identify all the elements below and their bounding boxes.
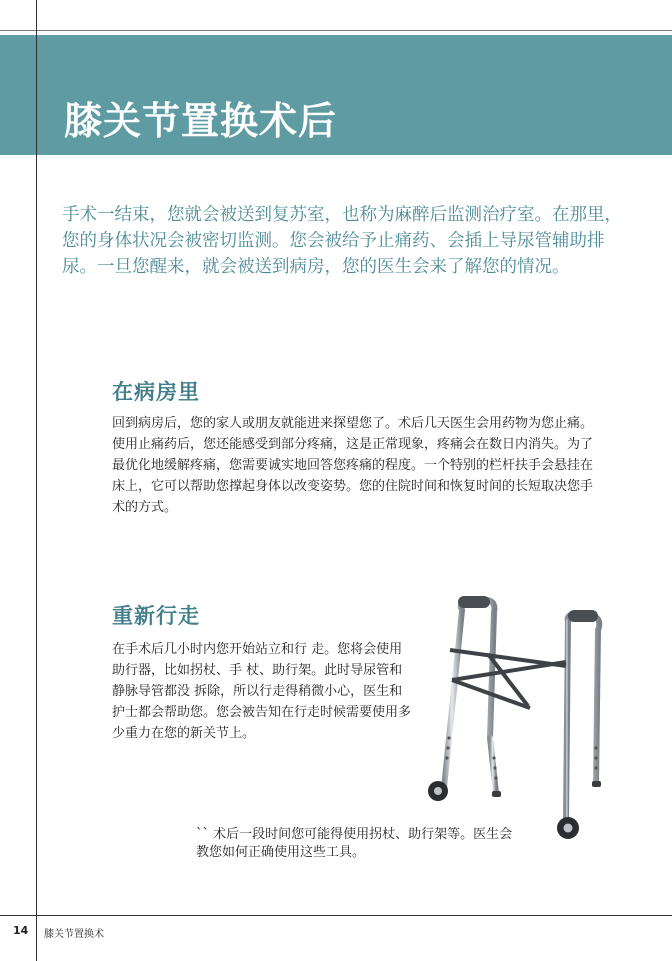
intro-paragraph: 手术一结束，您就会被送到复苏室，也称为麻醉后监测治疗室。在那里，您的身体状况会被密切监测。您会被给予止痛药、会插上导尿管辅助排尿。一旦您醒来，就会被送到病房，您的医生会来了解您的情况。: [62, 205, 622, 277]
section-body-walking: 在手术后几小时内您开始站立和行 走。您将会使用助行器，比如拐杖、手 杖、助行架。此时导尿管和静脉导管都没 拆除，所以行走得稍微小心，医生和护士都会帮助您。您会被告知在行走时候需要使用多少重力在您的新关节上。: [112, 642, 412, 741]
footer-label: 膝关节置换术: [44, 929, 104, 940]
page-number: 14: [13, 924, 29, 937]
walker-image: [418, 588, 620, 856]
walker-cross-bars: [450, 650, 566, 708]
margin-rule: [36, 0, 37, 961]
walker-grip-left: [458, 596, 490, 608]
walker-rear-frame: [444, 600, 496, 793]
walker-grip-right: [568, 610, 598, 622]
walker-adjust-holes: [445, 736, 597, 779]
section-heading-walking: 重新行走: [112, 604, 200, 628]
section-heading-ward: 在病房里: [112, 380, 200, 404]
walker-front-frame: [566, 614, 599, 818]
section-body-ward: 回到病房后，您的家人或朋友就能进来探望您了。术后几天医生会用药物为您止痛。使用止痛药后，您还能感受到部分疼痛，这是正常现象，疼痛会在数日内消失。为了最优化地缓解疼痛，您需要诚实地回答您疼痛的程度。一个特别的栏杆扶手会悬挂在床上，它可以帮助您撑起身体以改变姿势。您的住院时间和恢复时间的长短取决您手术的方式。: [112, 416, 594, 515]
footer-rule: [0, 915, 672, 916]
page-title: 膝关节置换术后: [64, 99, 338, 143]
top-rule: [0, 30, 672, 31]
figure-caption: `` 术后一段时间您可能得使用拐杖、助行架等。医生会教您如何正确使用这些工具。: [196, 827, 513, 860]
walker-feet: [492, 781, 601, 797]
